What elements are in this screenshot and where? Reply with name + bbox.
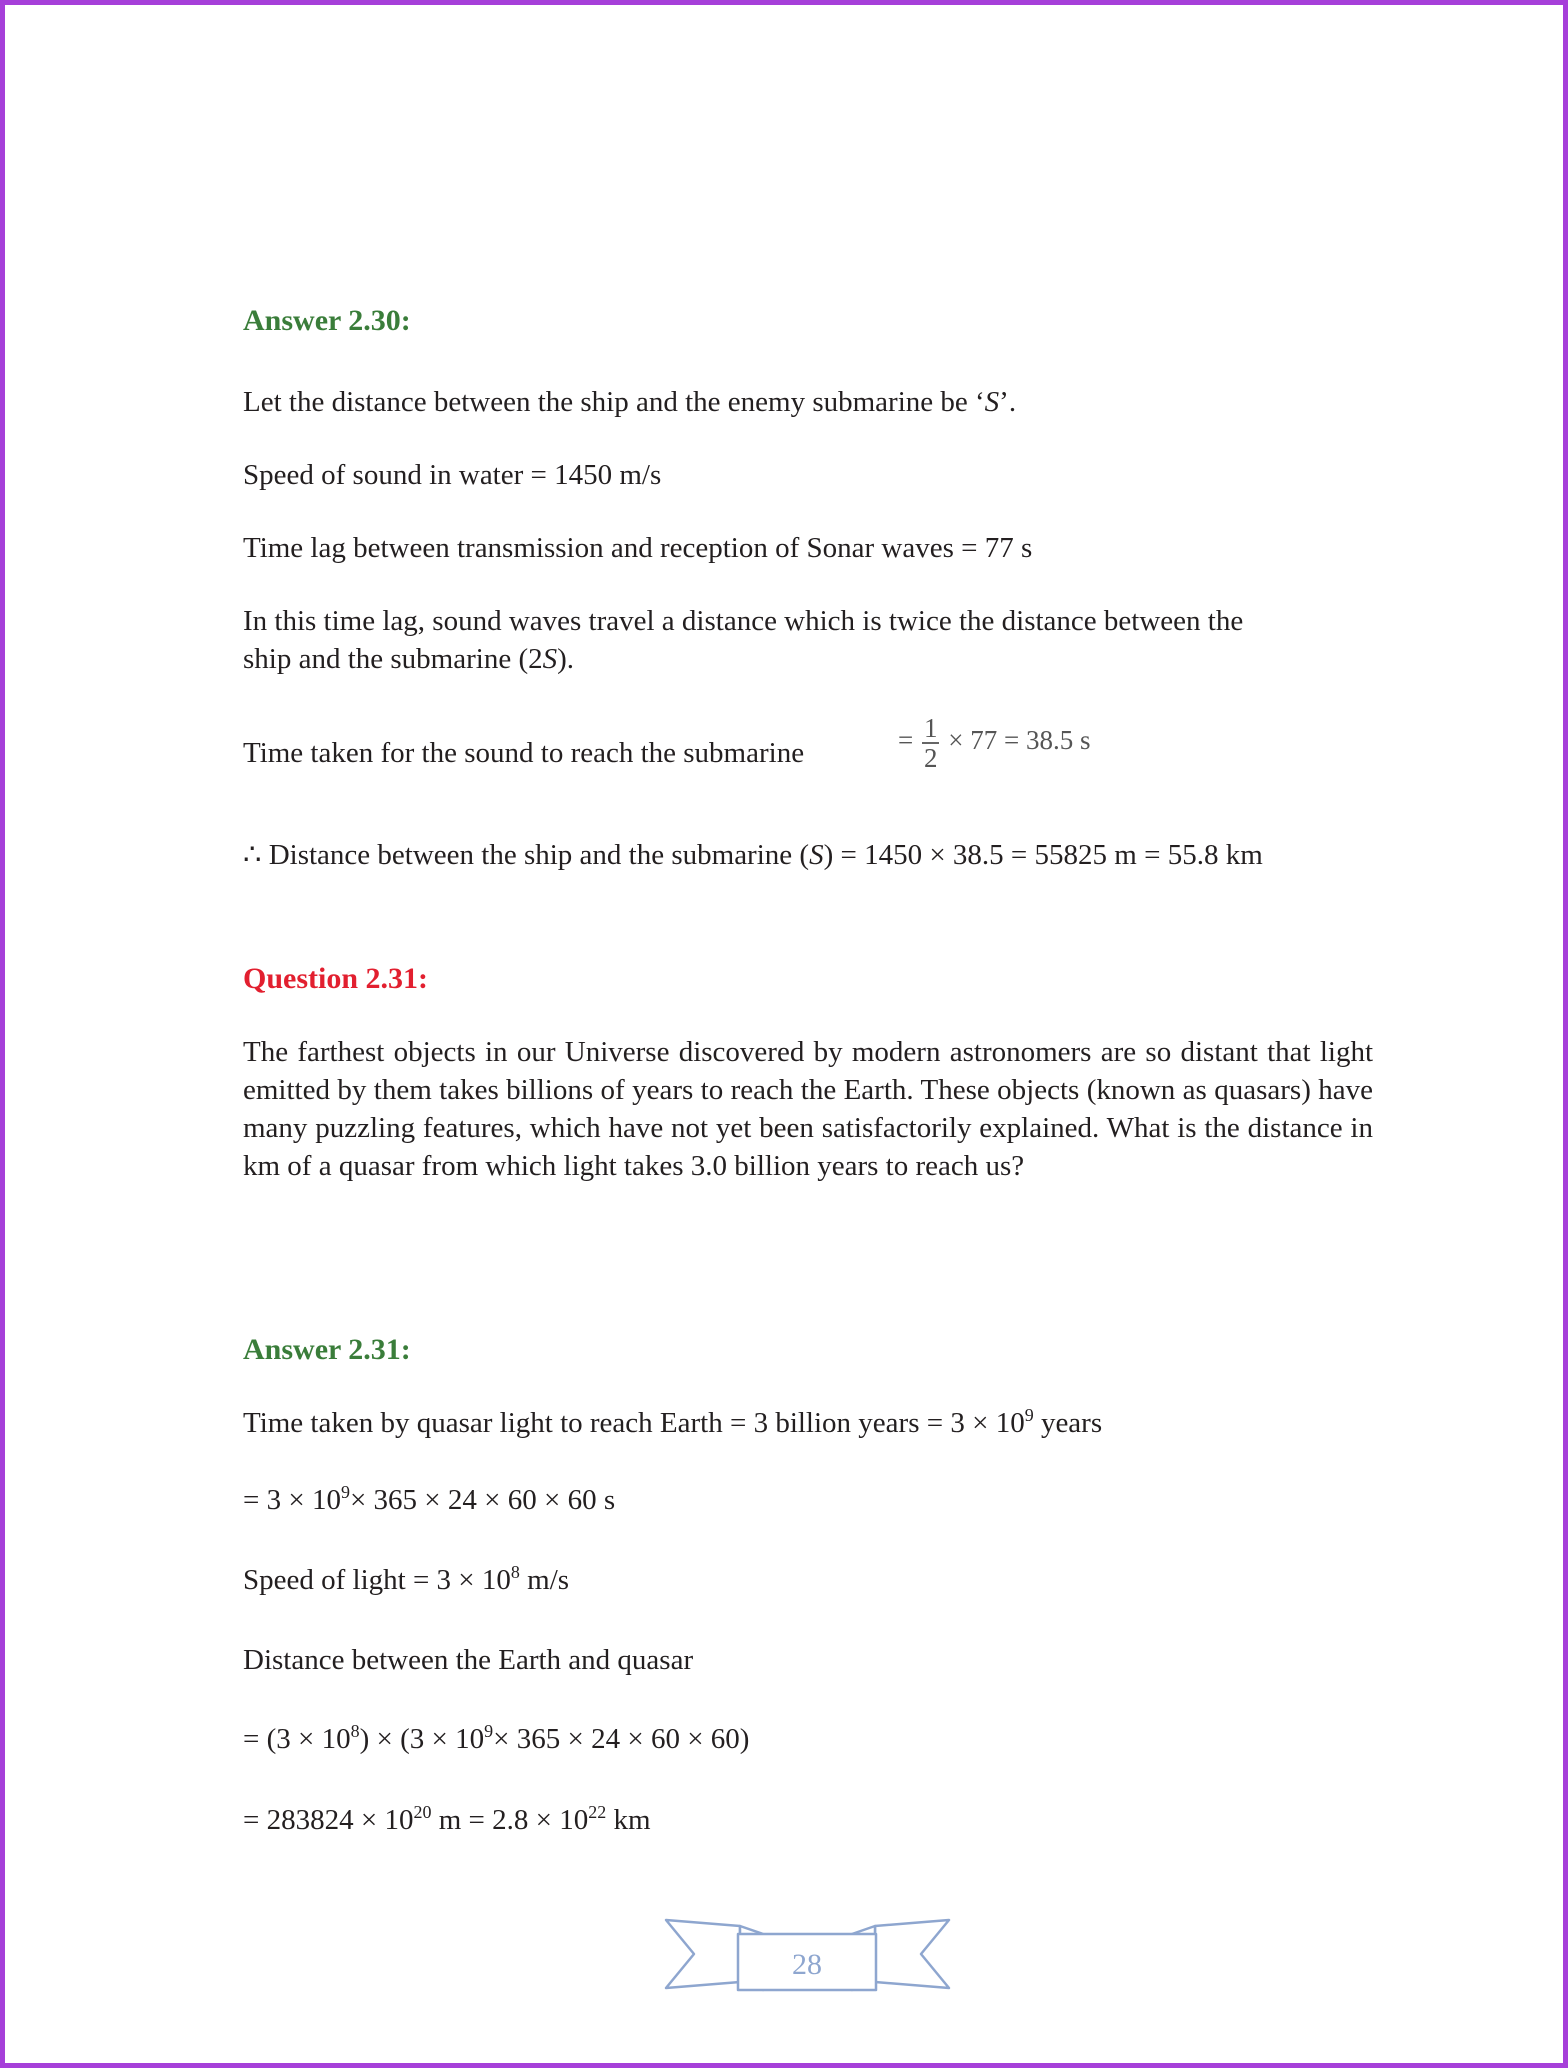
answer-2-30-line-2: Speed of sound in water = 1450 m/s	[243, 459, 662, 491]
answer-2-30-line-6: ∴ Distance between the ship and the submarine (S) = 1450 × 38.5 = 55825 m = 55.8 km	[243, 839, 1263, 871]
answer-2-31-line-4: Distance between the Earth and quasar	[243, 1644, 694, 1676]
question-2-31-text: The farthest objects in our Universe discovered by modern astronomers are so distant that light emitted by them takes billions of years to reach the Earth. These objects (known as quasars) have many puzzling features, which have not yet been satisfactorily explained. What is the distance in km of a quasar from which light takes 3.0 billion years to reach us?	[243, 1036, 1373, 1182]
answer-2-30-heading: Answer 2.30:	[243, 304, 411, 337]
answer-2-30-line-4a: In this time lag, sound waves travel a distance which is twice the distance between the	[243, 605, 1244, 637]
question-2-31-heading: Question 2.31:	[243, 962, 429, 995]
answer-2-30-line-1: Let the distance between the ship and the enemy submarine be ‘S’.	[243, 386, 1017, 418]
answer-2-30-line-3: Time lag between transmission and reception of Sonar waves = 77 s	[243, 532, 1033, 564]
answer-2-31-line-5: = $(3 \times 10^8) \times (3 \times 10^9\times 365 \times 24 \times 60 \times 60)$	[243, 1721, 750, 1755]
answer-2-31-line-6: = $283824 \times 10^{20}$ $m = 2.8 \times 10^{22}$ km	[243, 1802, 651, 1836]
answer-2-31-line-2: = $3 \times 10^9\times 365 \times 24 \times 60 \times 60$ s	[243, 1482, 616, 1516]
answer-2-30-line-5-label: Time taken for the sound to reach the submarine	[243, 737, 805, 769]
answer-2-31-line-1: Time taken by quasar light to reach Earth = 3 billion years = $3 \times 10^9$ years	[243, 1405, 1103, 1439]
time-fraction-equation: = $\frac{1}{2}$ × 77 = 38.5 s	[898, 713, 1091, 773]
answer-2-31-heading: Answer 2.31:	[243, 1333, 411, 1366]
answer-2-31-line-3: Speed of light = $3 \times 10^8$ m/s	[243, 1562, 570, 1596]
page-number: 28	[792, 1948, 822, 1981]
answer-2-30-line-4b: ship and the submarine (2S).	[243, 643, 575, 675]
